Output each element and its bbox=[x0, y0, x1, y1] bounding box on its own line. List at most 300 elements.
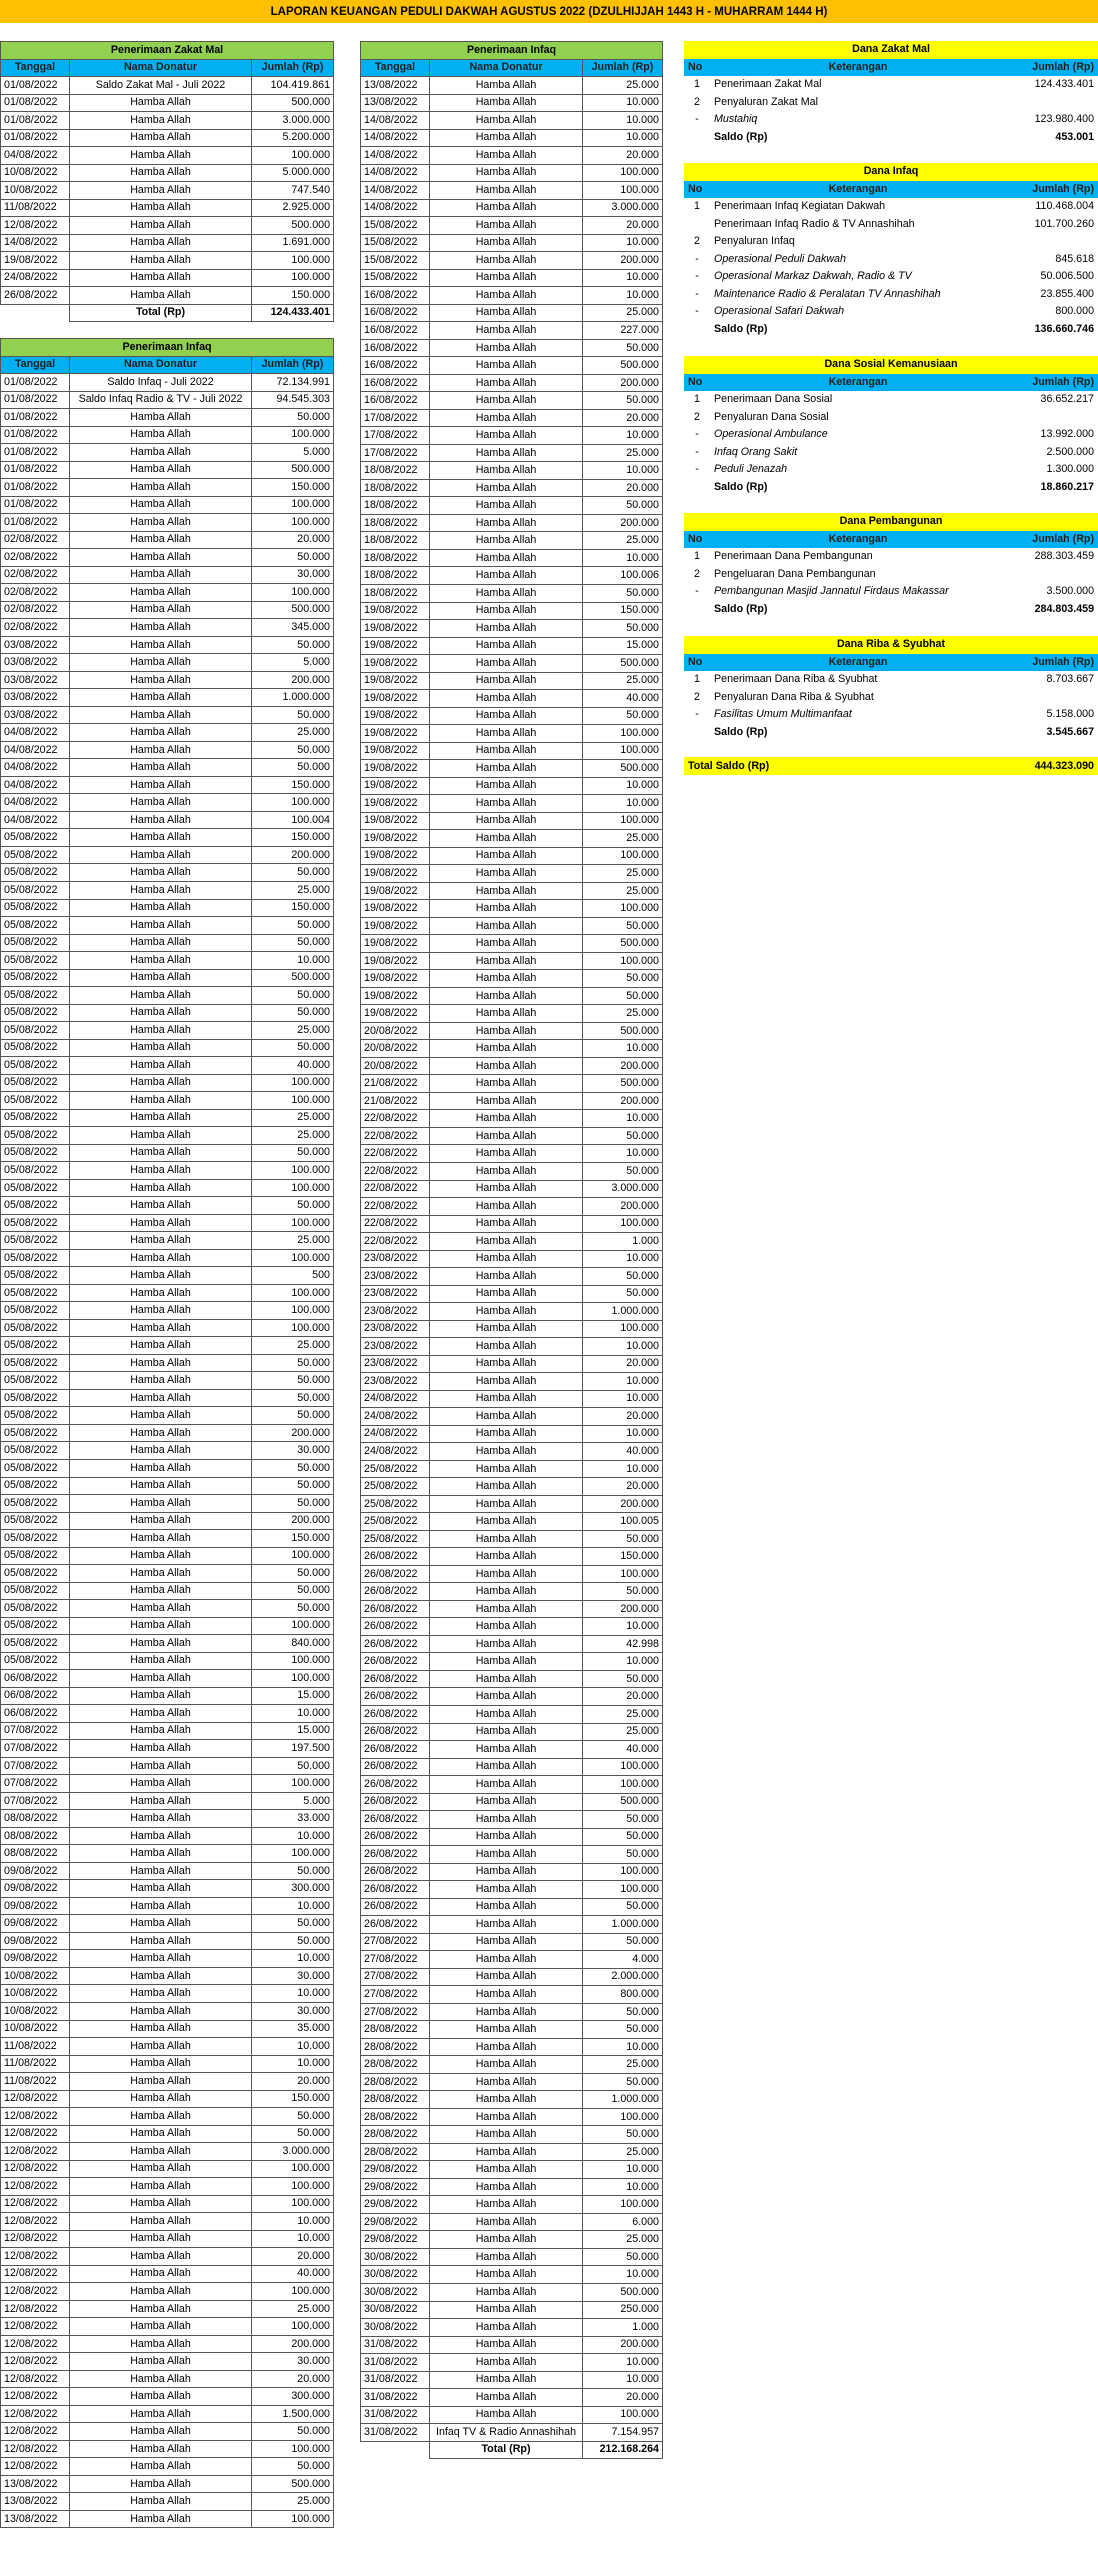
row-amount: 72.134.991 bbox=[252, 374, 334, 392]
row-donor: Hamba Allah bbox=[70, 252, 252, 270]
row-donor: Hamba Allah bbox=[70, 1845, 252, 1863]
row-donor: Hamba Allah bbox=[70, 2108, 252, 2126]
row-donor: Hamba Allah bbox=[430, 987, 583, 1005]
row-amount: 300.000 bbox=[252, 2388, 334, 2406]
row-date: 19/08/2022 bbox=[361, 672, 430, 690]
table-row bbox=[1, 1197, 334, 1215]
table-row bbox=[361, 427, 663, 445]
row-date: 12/08/2022 bbox=[1, 217, 70, 235]
row-number bbox=[684, 601, 710, 619]
row-date: 18/08/2022 bbox=[361, 584, 430, 602]
table-row bbox=[361, 1776, 663, 1794]
table-row bbox=[361, 2196, 663, 2214]
row-donor: Hamba Allah bbox=[430, 2073, 583, 2091]
row-date: 03/08/2022 bbox=[1, 689, 70, 707]
table-row bbox=[361, 1723, 663, 1741]
row-date: 19/08/2022 bbox=[361, 777, 430, 795]
table-row bbox=[361, 182, 663, 200]
table-row bbox=[1, 846, 334, 864]
row-amount: 500.000 bbox=[583, 357, 663, 375]
row-date: 16/08/2022 bbox=[361, 374, 430, 392]
row-amount: 150.000 bbox=[252, 479, 334, 497]
row-date: 03/08/2022 bbox=[1, 706, 70, 724]
row-amount: 50.000 bbox=[583, 1285, 663, 1303]
row-amount: 100.000 bbox=[252, 147, 334, 165]
row-date: 31/08/2022 bbox=[361, 2354, 430, 2372]
row-number bbox=[684, 129, 710, 147]
table-row bbox=[361, 2424, 663, 2442]
row-amount: 5.158.000 bbox=[1046, 708, 1095, 721]
column-header-row bbox=[361, 59, 663, 77]
summary-row bbox=[684, 286, 1098, 304]
table-row bbox=[1, 2073, 334, 2091]
row-description: Saldo (Rp) bbox=[714, 725, 768, 738]
row-date: 05/08/2022 bbox=[1, 1197, 70, 1215]
row-date: 05/08/2022 bbox=[1, 1179, 70, 1197]
row-donor: Hamba Allah bbox=[70, 1582, 252, 1600]
row-amount: 100.000 bbox=[583, 1776, 663, 1794]
summary-header-row bbox=[684, 181, 1098, 199]
row-donor: Hamba Allah bbox=[70, 2300, 252, 2318]
row-amount: 10.000 bbox=[583, 1373, 663, 1391]
row-date: 22/08/2022 bbox=[361, 1180, 430, 1198]
table-row bbox=[361, 725, 663, 743]
row-date: 07/08/2022 bbox=[1, 1757, 70, 1775]
table-row bbox=[361, 2406, 663, 2424]
table-row bbox=[361, 1828, 663, 1846]
row-amount: 200.000 bbox=[252, 1512, 334, 1530]
row-amount: 50.000 bbox=[583, 1163, 663, 1181]
row-date: 21/08/2022 bbox=[361, 1092, 430, 1110]
row-date: 30/08/2022 bbox=[361, 2266, 430, 2284]
table-row bbox=[361, 795, 663, 813]
table-row bbox=[1, 1249, 334, 1267]
row-donor: Hamba Allah bbox=[70, 566, 252, 584]
table-row bbox=[361, 322, 663, 340]
row-date: 23/08/2022 bbox=[361, 1303, 430, 1321]
row-date: 05/08/2022 bbox=[1, 1389, 70, 1407]
table-row bbox=[1, 759, 334, 777]
row-date: 19/08/2022 bbox=[361, 812, 430, 830]
table-row bbox=[361, 1478, 663, 1496]
row-date: 28/08/2022 bbox=[361, 2038, 430, 2056]
row-amount: 10.000 bbox=[583, 234, 663, 252]
table-row bbox=[1, 601, 334, 619]
row-date: 28/08/2022 bbox=[361, 2126, 430, 2144]
table-row bbox=[361, 777, 663, 795]
row-date: 05/08/2022 bbox=[1, 1582, 70, 1600]
table-row bbox=[361, 304, 663, 322]
row-date: 19/08/2022 bbox=[361, 707, 430, 725]
row-donor: Hamba Allah bbox=[70, 1600, 252, 1618]
col-header-description: Keterangan bbox=[710, 531, 1006, 549]
row-number: - bbox=[695, 113, 699, 126]
row-date: 05/08/2022 bbox=[1, 1074, 70, 1092]
table-row bbox=[1, 2335, 334, 2353]
row-amount: 25.000 bbox=[583, 672, 663, 690]
table-row bbox=[361, 2108, 663, 2126]
row-donor: Hamba Allah bbox=[70, 741, 252, 759]
row-donor: Hamba Allah bbox=[430, 1705, 583, 1723]
row-date: 12/08/2022 bbox=[1, 2195, 70, 2213]
row-amount bbox=[1006, 233, 1098, 251]
row-amount: 100.000 bbox=[252, 1302, 334, 1320]
row-amount: 25.000 bbox=[583, 532, 663, 550]
row-amount: 50.000 bbox=[583, 392, 663, 410]
table-row bbox=[1, 1915, 334, 1933]
table-row bbox=[1, 1512, 334, 1530]
row-donor: Hamba Allah bbox=[70, 619, 252, 637]
row-donor: Hamba Allah bbox=[430, 112, 583, 130]
row-amount: 10.000 bbox=[583, 1040, 663, 1058]
row-donor: Hamba Allah bbox=[70, 1039, 252, 1057]
row-donor: Hamba Allah bbox=[70, 514, 252, 532]
row-donor: Hamba Allah bbox=[430, 339, 583, 357]
column-header-row bbox=[1, 356, 334, 374]
row-donor: Hamba Allah bbox=[430, 1057, 583, 1075]
table-row bbox=[361, 1460, 663, 1478]
row-donor: Hamba Allah bbox=[430, 2371, 583, 2389]
col-header-donor: Nama Donatur bbox=[70, 356, 252, 374]
row-donor: Hamba Allah bbox=[430, 2108, 583, 2126]
row-donor: Hamba Allah bbox=[430, 479, 583, 497]
row-date: 09/08/2022 bbox=[1, 1897, 70, 1915]
summary-row bbox=[684, 724, 1098, 742]
row-donor: Hamba Allah bbox=[430, 1513, 583, 1531]
row-amount: 50.000 bbox=[583, 970, 663, 988]
table-row bbox=[361, 1145, 663, 1163]
table-row bbox=[361, 690, 663, 708]
row-amount: 50.000 bbox=[583, 1670, 663, 1688]
table-row bbox=[361, 2178, 663, 2196]
row-amount: 100.000 bbox=[583, 164, 663, 182]
table-row bbox=[1, 1162, 334, 1180]
row-donor: Hamba Allah bbox=[70, 864, 252, 882]
row-date: 16/08/2022 bbox=[361, 392, 430, 410]
table-row bbox=[361, 1127, 663, 1145]
table-row bbox=[1, 899, 334, 917]
row-donor: Hamba Allah bbox=[430, 637, 583, 655]
row-amount: 150.000 bbox=[252, 776, 334, 794]
row-donor: Hamba Allah bbox=[430, 1198, 583, 1216]
row-donor: Hamba Allah bbox=[430, 1127, 583, 1145]
row-amount: 20.000 bbox=[583, 147, 663, 165]
row-amount: 10.000 bbox=[583, 129, 663, 147]
table-row bbox=[361, 147, 663, 165]
col-header-description: Keterangan bbox=[710, 374, 1006, 392]
row-amount: 500.000 bbox=[583, 1075, 663, 1093]
row-donor: Hamba Allah bbox=[70, 2388, 252, 2406]
row-date: 24/08/2022 bbox=[1, 269, 70, 287]
table-row bbox=[361, 1110, 663, 1128]
table-row bbox=[361, 2301, 663, 2319]
row-donor: Hamba Allah bbox=[70, 1074, 252, 1092]
row-date: 28/08/2022 bbox=[361, 2056, 430, 2074]
row-date: 06/08/2022 bbox=[1, 1705, 70, 1723]
row-description: Penerimaan Infaq Radio & TV Annashihah bbox=[714, 217, 915, 230]
row-donor: Hamba Allah bbox=[430, 2319, 583, 2337]
row-donor: Hamba Allah bbox=[70, 182, 252, 200]
summary-infaq-table bbox=[684, 163, 1098, 338]
row-date: 05/08/2022 bbox=[1, 1495, 70, 1513]
row-donor: Hamba Allah bbox=[430, 1986, 583, 2004]
col-header-date: Tanggal bbox=[1, 356, 70, 374]
row-donor: Hamba Allah bbox=[430, 1443, 583, 1461]
row-amount: 100.000 bbox=[252, 1670, 334, 1688]
row-donor: Hamba Allah bbox=[70, 129, 252, 147]
table-row bbox=[1, 164, 334, 182]
table-row bbox=[361, 1530, 663, 1548]
row-date: 12/08/2022 bbox=[1, 2178, 70, 2196]
row-date: 29/08/2022 bbox=[361, 2178, 430, 2196]
row-amount: 30.000 bbox=[252, 566, 334, 584]
row-date: 27/08/2022 bbox=[361, 1968, 430, 1986]
row-date: 19/08/2022 bbox=[361, 987, 430, 1005]
row-amount: 2.000.000 bbox=[583, 1968, 663, 1986]
total-value: 124.433.401 bbox=[252, 304, 334, 322]
row-amount: 500 bbox=[252, 1267, 334, 1285]
row-amount: 20.000 bbox=[583, 409, 663, 427]
row-amount: 15.000 bbox=[583, 637, 663, 655]
row-date: 05/08/2022 bbox=[1, 1424, 70, 1442]
row-date: 20/08/2022 bbox=[361, 1040, 430, 1058]
row-donor: Hamba Allah bbox=[430, 1075, 583, 1093]
row-date: 19/08/2022 bbox=[361, 620, 430, 638]
row-amount: 200.000 bbox=[583, 1057, 663, 1075]
row-donor: Hamba Allah bbox=[70, 1880, 252, 1898]
table-row bbox=[1, 147, 334, 165]
row-amount: 50.000 bbox=[252, 706, 334, 724]
empty-cell bbox=[361, 2441, 430, 2459]
row-donor: Hamba Allah bbox=[70, 987, 252, 1005]
table-row bbox=[361, 1198, 663, 1216]
table-row bbox=[361, 2319, 663, 2337]
row-date: 16/08/2022 bbox=[361, 287, 430, 305]
table-row bbox=[361, 1951, 663, 1969]
row-amount: 10.000 bbox=[252, 1950, 334, 1968]
row-donor: Hamba Allah bbox=[430, 777, 583, 795]
row-donor: Hamba Allah bbox=[430, 2161, 583, 2179]
row-date: 12/08/2022 bbox=[1, 2090, 70, 2108]
table-row bbox=[361, 497, 663, 515]
table-row bbox=[361, 339, 663, 357]
row-date: 08/08/2022 bbox=[1, 1827, 70, 1845]
row-donor: Hamba Allah bbox=[430, 1338, 583, 1356]
row-donor: Hamba Allah bbox=[430, 1320, 583, 1338]
row-amount: 500.000 bbox=[583, 935, 663, 953]
row-description: Penyaluran Dana Riba & Syubhat bbox=[714, 690, 874, 703]
row-amount: 50.000 bbox=[583, 1846, 663, 1864]
total-value: 212.168.264 bbox=[583, 2441, 663, 2459]
total-row bbox=[361, 2441, 663, 2459]
table-row bbox=[1, 1845, 334, 1863]
row-donor: Hamba Allah bbox=[70, 1687, 252, 1705]
col-header-no: No bbox=[684, 374, 710, 392]
row-donor: Hamba Allah bbox=[430, 1670, 583, 1688]
table-row bbox=[361, 1022, 663, 1040]
row-donor: Hamba Allah bbox=[430, 1898, 583, 1916]
row-date: 26/08/2022 bbox=[361, 1898, 430, 1916]
row-date: 12/08/2022 bbox=[1, 2318, 70, 2336]
row-date: 08/08/2022 bbox=[1, 1845, 70, 1863]
row-amount: 50.000 bbox=[252, 1600, 334, 1618]
row-number: 2 bbox=[694, 95, 700, 108]
summary-zakat-table bbox=[684, 41, 1098, 146]
row-donor: Hamba Allah bbox=[430, 2248, 583, 2266]
summary-row bbox=[684, 601, 1098, 619]
row-donor: Hamba Allah bbox=[430, 497, 583, 515]
row-number: - bbox=[695, 428, 699, 441]
row-amount: 50.000 bbox=[252, 741, 334, 759]
row-donor: Hamba Allah bbox=[70, 2195, 252, 2213]
table-row bbox=[1, 636, 334, 654]
row-donor: Hamba Allah bbox=[70, 1932, 252, 1950]
table-row bbox=[361, 2021, 663, 2039]
row-amount: 50.000 bbox=[583, 917, 663, 935]
row-date: 12/08/2022 bbox=[1, 2405, 70, 2423]
row-number: - bbox=[695, 270, 699, 283]
table-row bbox=[361, 1758, 663, 1776]
table-row bbox=[1, 1792, 334, 1810]
row-donor: Hamba Allah bbox=[70, 1512, 252, 1530]
table-row bbox=[361, 672, 663, 690]
col-header-amount: Jumlah (Rp) bbox=[252, 59, 334, 77]
row-amount: 50.000 bbox=[583, 2021, 663, 2039]
summary-row bbox=[684, 706, 1098, 724]
row-amount: 50.000 bbox=[252, 1915, 334, 1933]
table-row bbox=[361, 1390, 663, 1408]
row-amount: 250.000 bbox=[583, 2301, 663, 2319]
row-amount: 10.000 bbox=[252, 2230, 334, 2248]
row-amount: 100.000 bbox=[583, 1881, 663, 1899]
row-amount: 200.000 bbox=[583, 1092, 663, 1110]
row-date: 26/08/2022 bbox=[361, 1811, 430, 1829]
table-row bbox=[1, 2353, 334, 2371]
table-row bbox=[1, 1144, 334, 1162]
row-donor: Hamba Allah bbox=[430, 234, 583, 252]
table-row bbox=[1, 2510, 334, 2528]
row-donor: Hamba Allah bbox=[430, 1145, 583, 1163]
summary-title: Dana Zakat Mal bbox=[684, 41, 1098, 59]
table-row bbox=[361, 1495, 663, 1513]
row-date: 19/08/2022 bbox=[361, 655, 430, 673]
row-donor: Hamba Allah bbox=[430, 1828, 583, 1846]
row-date: 04/08/2022 bbox=[1, 147, 70, 165]
summary-row bbox=[684, 216, 1098, 234]
summary-row bbox=[684, 268, 1098, 286]
table-row bbox=[361, 2091, 663, 2109]
row-amount: 10.000 bbox=[583, 462, 663, 480]
table-row bbox=[361, 1670, 663, 1688]
row-description: Penerimaan Zakat Mal bbox=[714, 78, 822, 91]
row-date: 05/08/2022 bbox=[1, 1477, 70, 1495]
row-date: 18/08/2022 bbox=[361, 514, 430, 532]
row-donor: Hamba Allah bbox=[70, 1985, 252, 2003]
row-date: 19/08/2022 bbox=[361, 900, 430, 918]
row-amount: 500.000 bbox=[252, 461, 334, 479]
row-donor: Hamba Allah bbox=[70, 147, 252, 165]
row-date: 12/08/2022 bbox=[1, 2265, 70, 2283]
table-row bbox=[361, 1898, 663, 1916]
row-amount: 50.000 bbox=[583, 1583, 663, 1601]
row-description: Peduli Jenazah bbox=[714, 463, 788, 476]
table-row bbox=[1, 1372, 334, 1390]
row-date: 26/08/2022 bbox=[361, 1705, 430, 1723]
row-donor: Hamba Allah bbox=[70, 1092, 252, 1110]
row-amount: 136.660.746 bbox=[1034, 322, 1095, 335]
row-date: 06/08/2022 bbox=[1, 1670, 70, 1688]
row-amount: 10.000 bbox=[252, 1985, 334, 2003]
row-amount: 100.000 bbox=[252, 252, 334, 270]
row-donor: Hamba Allah bbox=[70, 94, 252, 112]
row-description: Operasional Peduli Dakwah bbox=[714, 252, 846, 265]
row-date: 05/08/2022 bbox=[1, 1092, 70, 1110]
col-header-description: Keterangan bbox=[710, 181, 1006, 199]
row-date: 24/08/2022 bbox=[361, 1408, 430, 1426]
row-date: 05/08/2022 bbox=[1, 987, 70, 1005]
row-donor: Hamba Allah bbox=[430, 1110, 583, 1128]
row-donor: Hamba Allah bbox=[430, 1916, 583, 1934]
table-row bbox=[1, 2178, 334, 2196]
row-date: 04/08/2022 bbox=[1, 794, 70, 812]
row-amount: 25.000 bbox=[583, 304, 663, 322]
row-donor: Hamba Allah bbox=[70, 1530, 252, 1548]
row-donor: Hamba Allah bbox=[430, 2126, 583, 2144]
row-date: 05/08/2022 bbox=[1, 1127, 70, 1145]
row-donor: Hamba Allah bbox=[70, 1319, 252, 1337]
row-donor: Hamba Allah bbox=[70, 584, 252, 602]
row-date: 24/08/2022 bbox=[361, 1390, 430, 1408]
row-amount: 20.000 bbox=[252, 2248, 334, 2266]
row-amount: 10.000 bbox=[583, 1110, 663, 1128]
row-date: 29/08/2022 bbox=[361, 2231, 430, 2249]
row-donor: Hamba Allah bbox=[70, 1670, 252, 1688]
row-amount: 23.855.400 bbox=[1040, 287, 1095, 300]
row-amount: 100.000 bbox=[252, 1092, 334, 1110]
row-number: 2 bbox=[694, 690, 700, 703]
row-date: 02/08/2022 bbox=[1, 549, 70, 567]
row-donor: Hamba Allah bbox=[70, 2090, 252, 2108]
row-date: 03/08/2022 bbox=[1, 636, 70, 654]
row-amount: 100.000 bbox=[252, 514, 334, 532]
table-row bbox=[1, 444, 334, 462]
row-amount: 4.000 bbox=[583, 1951, 663, 1969]
row-date: 10/08/2022 bbox=[1, 2020, 70, 2038]
row-amount: 500.000 bbox=[583, 1022, 663, 1040]
row-donor: Hamba Allah bbox=[430, 707, 583, 725]
row-amount: 500.000 bbox=[583, 2284, 663, 2302]
row-amount: 100.000 bbox=[583, 1320, 663, 1338]
row-date: 01/08/2022 bbox=[1, 129, 70, 147]
row-date: 05/08/2022 bbox=[1, 1337, 70, 1355]
row-date: 07/08/2022 bbox=[1, 1740, 70, 1758]
row-description: Operasional Markaz Dakwah, Radio & TV bbox=[714, 270, 912, 283]
table-row bbox=[361, 1565, 663, 1583]
row-date: 22/08/2022 bbox=[361, 1198, 430, 1216]
summary-title: Dana Pembangunan bbox=[684, 513, 1098, 531]
row-date: 30/08/2022 bbox=[361, 2319, 430, 2337]
row-amount: 25.000 bbox=[583, 1005, 663, 1023]
table-row bbox=[361, 2056, 663, 2074]
row-date: 26/08/2022 bbox=[361, 1723, 430, 1741]
row-number: 1 bbox=[694, 393, 700, 406]
row-donor: Hamba Allah bbox=[430, 199, 583, 217]
row-donor: Hamba Allah bbox=[70, 724, 252, 742]
row-amount: 200.000 bbox=[583, 2336, 663, 2354]
row-amount: 50.000 bbox=[252, 1144, 334, 1162]
row-amount: 200.000 bbox=[252, 846, 334, 864]
table-row bbox=[1, 531, 334, 549]
